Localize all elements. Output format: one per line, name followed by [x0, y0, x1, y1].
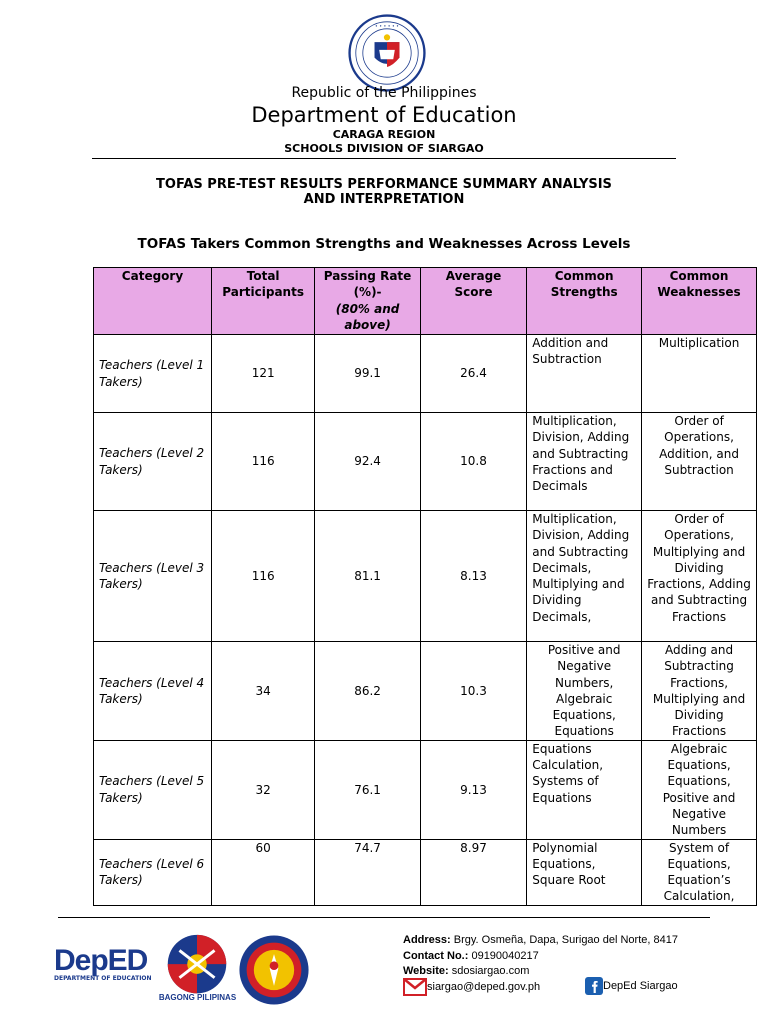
- region-name: CARAGA REGION: [332, 128, 436, 141]
- contact-block: Address: Brgy. Osmeña, Dapa, Surigao del Norte, 8417 Contact No.: 09190040217 Website: sdosiargao.com: [403, 934, 678, 977]
- row-passing-rate: 81.1: [315, 511, 420, 642]
- row-average-score: 8.13: [420, 511, 526, 642]
- email-address[interactable]: siargao@deped.gov.ph: [427, 980, 541, 993]
- facebook-contact[interactable]: [585, 977, 678, 995]
- header-average-score: Average Score: [420, 268, 526, 335]
- row-passing-rate: 86.2: [315, 642, 420, 741]
- contact-number: 09190040217: [471, 949, 539, 962]
- row-weaknesses: Algebraic Equations, Equations, Positive and Negative Numbers: [642, 740, 757, 839]
- row-strengths: Multiplication, Division, Adding and Subtracting Fractions and Decimals: [527, 413, 642, 511]
- row-average-score: 8.97: [420, 839, 526, 905]
- row-weaknesses: Multiplication: [642, 335, 757, 413]
- row-category: Teachers (Level 4 Takers): [94, 642, 212, 741]
- table-subtitle: TOFAS Takers Common Strengths and Weaknesses Across Levels: [137, 236, 631, 252]
- facebook-page[interactable]: DepEd Siargao: [603, 979, 678, 992]
- row-strengths: Multiplication, Division, Adding and Subtracting Decimals, Multiplying and Dividing Decimals,: [527, 511, 642, 642]
- results-table: [93, 267, 757, 906]
- row-strengths: Addition and Subtraction: [527, 335, 642, 413]
- row-passing-rate: 92.4: [315, 413, 420, 511]
- row-average-score: 10.8: [420, 413, 526, 511]
- email-contact[interactable]: [403, 978, 540, 996]
- row-category: Teachers (Level 3 Takers): [94, 511, 212, 642]
- row-participants: 121: [211, 335, 314, 413]
- table-header-row: [94, 268, 757, 335]
- row-participants: 116: [211, 413, 314, 511]
- header-rule: [92, 158, 676, 159]
- table-row: [94, 511, 757, 642]
- address-value: Brgy. Osmeña, Dapa, Surigao del Norte, 8417: [453, 934, 678, 946]
- svg-text:• • • • • •: • • • • • •: [375, 24, 399, 30]
- header-passing-rate: Passing Rate (%)- (80% and above): [315, 268, 420, 335]
- row-weaknesses: System of Equations, Equation’s Calculation,: [642, 839, 757, 905]
- table-row: [94, 740, 757, 839]
- row-participants: 32: [211, 740, 314, 839]
- website-link[interactable]: sdosiargao.com: [451, 965, 530, 977]
- table-row: [94, 839, 757, 905]
- deped-seal-logo: [348, 14, 426, 92]
- row-passing-rate: 76.1: [315, 740, 420, 839]
- row-weaknesses: Adding and Subtracting Fractions, Multiplying and Dividing Fractions: [642, 642, 757, 741]
- row-category: Teachers (Level 5 Takers): [94, 740, 212, 839]
- division-name: SCHOOLS DIVISION OF SIARGAO: [284, 142, 484, 155]
- row-participants: 60: [211, 839, 314, 905]
- row-participants: 34: [211, 642, 314, 741]
- table-row: [94, 335, 757, 413]
- header-weaknesses: Common Weaknesses: [642, 268, 757, 335]
- row-category: Teachers (Level 1 Takers): [94, 335, 212, 413]
- row-category: Teachers (Level 2 Takers): [94, 413, 212, 511]
- republic-line: Republic of the Philippines: [291, 85, 477, 101]
- facebook-icon: [585, 977, 603, 995]
- row-average-score: 9.13: [420, 740, 526, 839]
- row-passing-rate: 74.7: [315, 839, 420, 905]
- header-category: Category: [94, 268, 212, 335]
- table-row: [94, 413, 757, 511]
- header-strengths: Common Strengths: [527, 268, 642, 335]
- table-row: [94, 642, 757, 741]
- row-weaknesses: Order of Operations, Multiplying and Dividing Fractions, Adding and Subtracting Fractions: [642, 511, 757, 642]
- deped-logo: DepED DEPARTMENT OF EDUCATION: [54, 944, 152, 982]
- row-strengths: Polynomial Equations, Square Root: [527, 839, 642, 905]
- division-of-siargao-seal: [238, 934, 310, 1006]
- department-name: Department of Education: [251, 103, 517, 127]
- header-participants: Total Participants: [211, 268, 314, 335]
- row-strengths: Equations Calculation, Systems of Equations: [527, 740, 642, 839]
- row-average-score: 26.4: [420, 335, 526, 413]
- document-title: TOFAS PRE-TEST RESULTS PERFORMANCE SUMMARY ANALYSIS AND INTERPRETATION: [156, 177, 612, 207]
- row-average-score: 10.3: [420, 642, 526, 741]
- bagong-pilipinas-label: BAGONG PILIPINAS: [158, 993, 237, 1002]
- row-strengths: Positive and Negative Numbers, Algebraic Equations, Equations: [527, 642, 642, 741]
- gmail-icon: [403, 978, 427, 996]
- footer-rule: [58, 917, 710, 918]
- row-participants: 116: [211, 511, 314, 642]
- row-passing-rate: 99.1: [315, 335, 420, 413]
- row-weaknesses: Order of Operations, Addition, and Subtraction: [642, 413, 757, 511]
- row-category: Teachers (Level 6 Takers): [94, 839, 212, 905]
